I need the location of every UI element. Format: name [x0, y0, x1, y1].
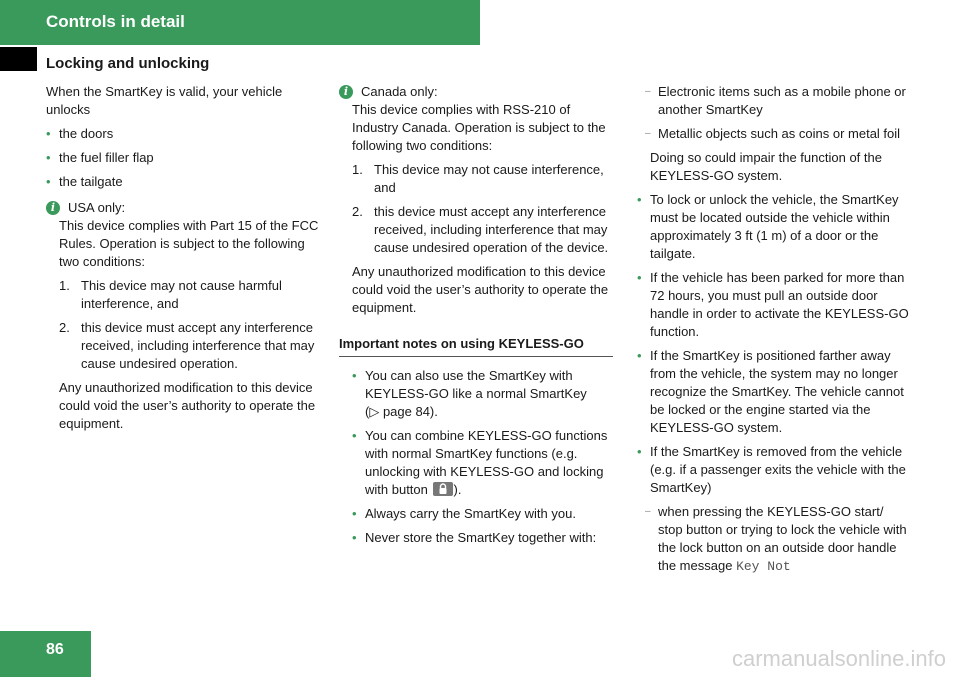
canada-info-block	[339, 83, 615, 317]
info-icon: i	[46, 201, 60, 215]
bullet-icon: •	[637, 270, 642, 285]
display-message: Key Not	[736, 559, 791, 574]
list-item: • the tailgate	[46, 174, 123, 189]
bullet-icon: •	[637, 192, 642, 207]
canada-label-line: i Canada only:	[339, 83, 615, 101]
chapter-title: Controls in detail	[46, 12, 185, 31]
bullet-icon: •	[46, 174, 51, 189]
keyless-go-subheading: Important notes on using KEYLESS-GO	[339, 335, 613, 357]
column-1	[46, 83, 326, 439]
column-2	[339, 83, 615, 553]
bullet-icon: •	[637, 444, 642, 459]
bullet-icon: •	[352, 428, 357, 443]
page-number: 86	[46, 641, 64, 658]
list-item: • You can combine KEYLESS-GO functions with normal SmartKey functions (e.g. unlocking with KEYLESS-GO and locking with button ).	[352, 428, 608, 497]
canada-footer-text: Any unauthorized modification to this device could void the user’s authority to operate the equipment.	[352, 264, 609, 315]
usa-info-block	[46, 199, 326, 433]
list-item: • Never store the SmartKey together with:	[352, 530, 597, 545]
list-item: 2. this device must accept any interference received, including interference that may cause undesired operation.	[59, 320, 315, 371]
bullet-icon: •	[352, 530, 357, 545]
list-item: 1. This device may not cause interference, and	[352, 162, 604, 195]
bullet-icon: •	[352, 368, 357, 383]
list-item: • the doors	[46, 126, 114, 141]
canada-text: This device complies with RSS-210 of Industry Canada. Operation is subject to the following two conditions:	[352, 102, 606, 153]
watermark: carmanualsonline.info	[731, 646, 946, 671]
page-reference: (▷ page 84).	[365, 404, 438, 419]
list-item: • If the SmartKey is removed from the vehicle (e.g. if a passenger exits the vehicle with the SmartKey)	[637, 444, 906, 495]
list-item: • To lock or unlock the vehicle, the SmartKey must be located outside the vehicle within approximately 3 ft (1 m) of a door or the tailgate.	[637, 192, 899, 261]
list-item: • the fuel filler flap	[46, 150, 154, 165]
section-title: Locking and unlocking	[46, 55, 210, 72]
list-item: 2. this device must accept any interference received, including interference that may cause undesired operation of the device.	[352, 204, 609, 255]
usa-text: This device complies with Part 15 of the FCC Rules. Operation is subject to the following two conditions:	[59, 218, 319, 269]
list-item: • If the SmartKey is positioned farther away from the vehicle, the system may no longer recognize the SmartKey. The vehicle cannot be locked or the engine started via the KEYLESS-GO system.	[637, 348, 904, 435]
keyless-notes	[339, 367, 615, 547]
dash-icon: –	[645, 506, 651, 517]
list-item: 1. This device may not cause harmful interference, and	[59, 278, 282, 311]
usa-label-line: i USA only:	[46, 199, 326, 217]
bullet-icon: •	[46, 150, 51, 165]
list-item: – Electronic items such as a mobile phone or another SmartKey	[645, 84, 906, 117]
lock-icon	[433, 482, 453, 496]
bullet-icon: •	[352, 506, 357, 521]
info-icon: i	[339, 85, 353, 99]
list-item: • Always carry the SmartKey with you.	[352, 506, 576, 521]
list-item: – when pressing the KEYLESS-GO start/ stop button or trying to lock the vehicle with the lock button on an outside door handle the message Key Not	[645, 504, 907, 574]
dash-icon: –	[645, 86, 651, 97]
impair-text: Doing so could impair the function of the KEYLESS-GO system.	[650, 150, 882, 183]
list-item: • If the vehicle has been parked for more than 72 hours, you must pull an outside door handle in order to activate the KEYLESS-GO function.	[637, 270, 909, 339]
section-tab-marker	[0, 47, 37, 71]
list-item: – Metallic objects such as coins or metal foil	[645, 126, 901, 141]
usa-footer-text: Any unauthorized modification to this device could void the user’s authority to operate the equipment.	[59, 380, 316, 431]
column-3	[637, 83, 909, 582]
bullet-icon: •	[637, 348, 642, 363]
bullet-icon: •	[46, 126, 51, 141]
list-item: • You can also use the SmartKey with KEYLESS-GO like a normal SmartKey (▷ page 84).	[352, 368, 587, 419]
intro-text: When the SmartKey is valid, your vehicle unlocks	[46, 84, 283, 117]
dash-icon: –	[645, 128, 651, 139]
